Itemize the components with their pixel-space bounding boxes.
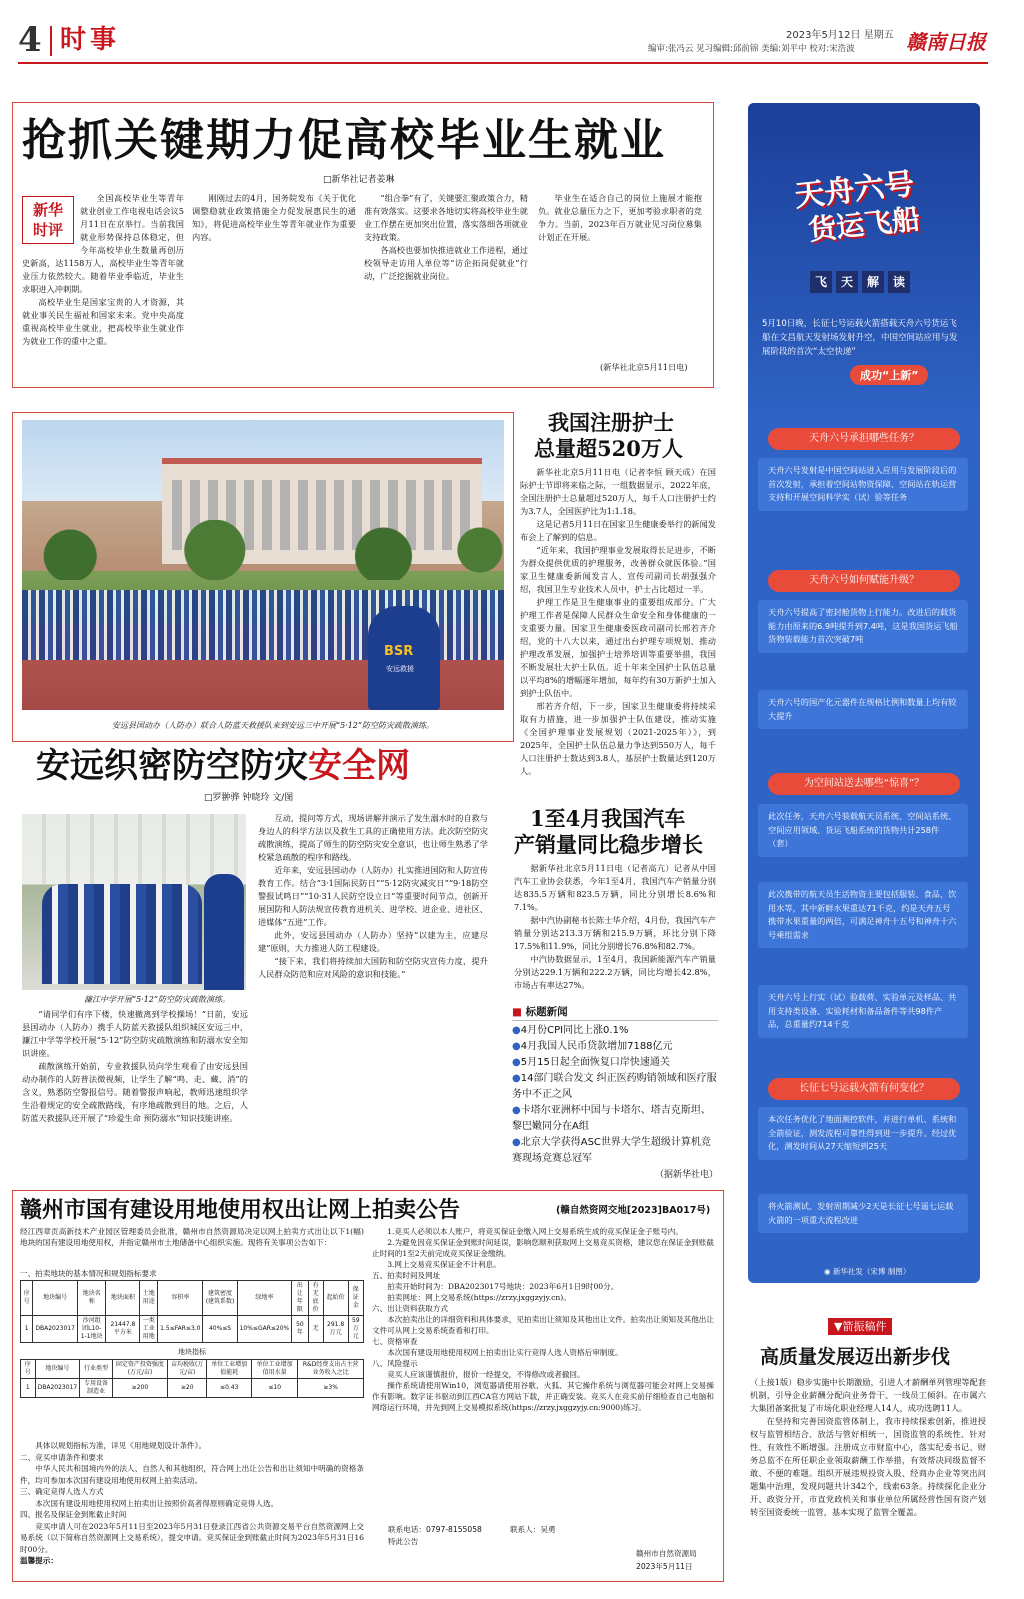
th: 有无底价 [308,1281,323,1316]
q1-title: 天舟六号承担哪些任务？ [768,428,960,450]
th: 地块编号 [35,1360,80,1379]
section-title: 时事 [60,25,121,55]
infographic-title-2: 货运飞船 [806,202,922,247]
td: DBA2023017 [35,1379,80,1398]
q3-answer-3: 天舟六号上行实（试）验载荷、实验单元及样品、共用支持类设备、实验耗材和备品备件等共98件产品，总重量约714千克 [758,985,968,1038]
lead-dateline: (新华社北京5月11日电) [600,362,688,372]
lead-col-4 [538,192,702,352]
headline-item: ●4月我国人民币贷款增加7188亿元 [512,1041,673,1052]
lead-col-3 [364,192,528,372]
headline-item-text: 卡塔尔亚洲杯中国与卡塔尔、塔吉克斯坦、黎巴嫩同分在A组 [512,1105,711,1132]
notice-contact-person: 联系人：吴勇 [510,1525,556,1534]
td: 40%≤S [203,1316,237,1343]
notice-left-para: 温馨提示： [20,1556,58,1565]
headline-item: ●4月份CPI同比上涨0.1% [512,1025,629,1036]
notice-right-para: 六、出让资料获取方式 [372,1304,448,1313]
td: 沙河组团L10-1-1地块 [77,1316,106,1343]
story2-headline [36,744,410,788]
newspaper-logo: 赣南日报 [906,30,986,54]
td: ≥3% [298,1379,364,1398]
infographic-tag-row [810,271,910,293]
story2-photo [22,814,246,990]
continuation-body [750,1376,986,1586]
parcel-table-header [21,1281,364,1316]
continuation-tag: ▼箭振稿件 [828,1318,892,1335]
th: 保证金 [348,1281,363,1316]
q4-answer-2: 将火箭测试、发射周期减少2天是长征七号遥七运载火箭的一项重大流程改进 [758,1194,968,1233]
notice-right-para: 2.为避免因竞买保证金到账时间延误，影响您顺利获取网上交易竞买资格，建议您在保证金到账截止时间的1至2天前完成竞买保证金缴纳。 [372,1238,714,1258]
commentary-badge-line-2: 时评 [32,221,63,239]
story2-para-6: “接下来，我们将持续加大国防和防空防灾宣传力度，提升人民群众防范和应对风险的意识和技能。” [258,956,488,979]
td: 1 [21,1316,33,1343]
infographic-intro-badge: 成功“上新” [850,365,928,385]
story2-byline: □罗翀骅 钟晓玲 文/图 [204,793,294,803]
notice-issuer: 赣州市自然资源局 [636,1549,697,1558]
headlines-marker-icon: ■ [512,1006,522,1018]
headlines-title-text: 标题新闻 [525,1006,568,1018]
notice-left-para: 三、确定竞得人选人方式 [20,1487,104,1496]
headline-item-text: 4月份CPI同比上涨0.1% [520,1025,629,1036]
story2-photo-building [22,814,246,884]
lead-byline: □新华社记者姜琳 [323,175,395,185]
notice-right-para: 操作系统请使用Win10，浏览器请使用谷歌、火狐、其它操作系统与浏览器可能会对网上交易操作有影响。数字证书驱动到江西CA官方网站下载，并正确安装。竞买人在竞买前仔细检查自己电脑和网络运行环境，并先到网上交易模拟系统(https://zrzy.jxggzyjy.cn:9000)练习。 [372,1381,714,1412]
td: 50年 [292,1316,308,1343]
notice-right-para: 拍卖开始时间为：DBA2023017号地块：2023年6月1日9时00分。 [387,1282,619,1291]
th: 序号 [21,1360,36,1379]
parcel-indicator-header [21,1360,364,1379]
nurse-para-4: 护理工作是卫生健康事业的重要组成部分。广大护理工作者是保障人民群众生命安全和身体健康的一支重要力量。国家卫生健康委医政司副司长邢若齐介绍，党的十八大以来，通过出台护理专项规划、推动护理改革发展，加强护士培养培训等重要举措，我国不断发展壮大护士队伍。近十年来全国护士队伍总量以平均8%的增幅逐年增加，每年约有30万新护士加入到护士队伍中。 [520,597,716,698]
tag-char: 飞 [810,271,832,293]
notice-code: (赣自然资网交地[2023]BA017号) [556,1205,711,1216]
lead-col-1 [22,192,184,372]
th: 地块名称 [77,1281,106,1316]
td: 291.8万元 [323,1316,348,1343]
th: 绿地率 [237,1281,292,1316]
rescue-worker-badge-sub: 安远救援 [386,665,414,673]
notice-right-para: 1.竞买人必须以本人账户，将竞买保证金缴入网上交易系统生成的竞买保证金子账号内。 [387,1227,683,1236]
th: 行业类型 [80,1360,113,1379]
notice-right-body [372,1226,714,1522]
table-row [21,1379,364,1398]
lead-para-1: 全国高校毕业生等青年就业创业工作电视电话会议5月11日在京举行。当前我国就业形势保持总体稳定，但今年高校毕业生数量再创历史新高，达1158万人，高校毕业生等青年就业压力依然较大。随着毕业季临近，毕业生求职进入冲刺期。 [22,193,184,294]
commentary-badge-line-1: 新华 [32,201,63,219]
headline-item: ●5月15日起全面恢复口岸快速通关 [512,1057,670,1068]
headline-item-text: 北京大学获得ASC世界大学生超级计算机竞赛现场竞赛总冠军 [512,1137,711,1164]
td: DBA2023017 [33,1316,78,1343]
notice-left-para: 中华人民共和国境内外的法人、自然人和其他组织，符合网上出让公告和出让须知中明确的资格条件，均可参加本次国有建设用地使用权网上拍卖活动。 [20,1464,364,1485]
q2-title: 天舟六号如何赋能升级？ [768,570,960,592]
nurse-para-2: 这是记者5月11日在国家卫生健康委举行的新闻发布会上了解到的信息。 [520,519,716,542]
td: 一类工业用地 [140,1316,158,1343]
q3-answer-1: 此次任务，天舟六号装载航天员系统、空间站系统、空间应用领域、货运飞船系统的货物共计258件（套） [758,804,968,857]
tag-char: 天 [836,271,858,293]
tag-char: 读 [888,271,910,293]
headline-item-text: 4月我国人民币贷款增加7188亿元 [520,1041,673,1052]
notice-right-para: 本次国有建设用地使用权网上拍卖出让实行竞得人选人资格后审制度。 [387,1348,623,1357]
lead-para-2: 高校毕业生是国家宝贵的人才资源，其就业事关民生福祉和国家未来。党中央高度重视高校毕业生就业，把高校毕业生就业作为就业工作的重中之重。 [22,297,184,346]
q1-answer: 天舟六号发射是中国空间站进入应用与发展阶段后的首次发射，承担着空间站物资保障、空间站在轨运营支持和开展空间科学实（试）验等任务 [758,458,968,511]
story2-para-4: 近年来，安远县国动办（人防办）扎实推进国防和人防宣传教育工作。结合“3·1国际民防日”“5·12防灾减灾日”“9·18防空警报试鸣日”“10·31人民防空设立日”等重要时间节点，创新开展国防和人防法规宣传教育进机关、进学校、进企业、进社区、进媒体“五进”工作。 [258,865,488,927]
headlines-source: （据新华社电） [654,1170,718,1180]
th: 出让年限 [292,1281,308,1316]
notice-left-para: 本次国有建设用地使用权网上拍卖出让按照价高者得原则确定竞得人选。 [35,1498,279,1508]
header-editors: 编审:张冯云 见习编辑:邱前锦 美编:刘平中 校对:宋浩波 [648,44,855,54]
nurse-headline-2: 总量超520万人 [534,436,683,461]
q4-title: 长征七号运载火箭有何变化？ [768,1078,960,1100]
td: 1.5≤FAR≤3.0 [158,1316,203,1343]
parcel-indicator-table [20,1359,364,1398]
th: 容积率 [158,1281,203,1316]
parcel-table-2-caption: 地块指标 [178,1348,206,1356]
notice-right-para: 3.网上交易竞买保证金不计利息。 [387,1260,501,1269]
headlines-title [512,1004,718,1021]
shenzhou-infographic [748,103,980,1283]
th: 固定资产投资强度(万元/亩) [112,1360,167,1379]
story2-para-5: 此外，安远县国动办（人防办）坚持“以建为主，应建尽建”原则，大力推进人防工程建设。 [258,930,488,953]
drill-photo-schoolyard [22,420,504,710]
notice-issue-date: 2023年5月11日 [636,1562,693,1571]
td: ≤10 [252,1379,298,1398]
td: ≥20 [168,1379,207,1398]
lead-para-5: 各高校也要加快推进就业工作进程，通过校领导走访用人单位等“访企拓岗促就业”行动，广泛挖掘就业岗位。 [364,245,528,281]
story2-col-right [258,812,488,1172]
continuation-para-1: （上接1版）稳步实施中长期激励，引进人才薪酬单列管理等配套机制，引导企业薪酬分配向业务骨干、一线员工倾斜。在市属六大集团备案批复了市场化职业经理人14人，成功选聘11人。 [750,1377,986,1413]
th: 单位工业增加值能耗 [207,1360,252,1379]
infographic-title-1: 天舟六号 [792,166,916,215]
lead-headline: 抢抓关键期力促高校毕业生就业 [22,115,666,166]
continuation-para-2: 在坚持和完善国资监管体制上，我市持续探索创新，推进授权与监管相结合、放活与管好相统一，国资监管的系统性、针对性、有效性不断增强。注册成立市财监中心，落实纪委书记、财务总监不在所任职企业领取薪酬工作举措，有效帮决同级监督不敢、不便的难题。组织开展违规投资入股、经商办企业等突出问题集中治理，发现问题共计342个，线索63条。持续探化企业分开、政资分开，市直党政机关和事业单位所属经营性国有资产划转至国资委统一监管，基本实现了监管全覆盖。 [750,1416,986,1517]
xinhua-logo-icon: ◉ [824,1267,831,1276]
td: 无 [308,1316,323,1343]
notice-right-para: 五、拍卖时间及网址 [372,1271,441,1280]
tag-char: 解 [862,271,884,293]
nurse-body [520,466,716,788]
story2-headline-part-2: 安全网 [308,746,410,786]
td: ≤0.43 [207,1379,252,1398]
th: 单位工业增加值用水量 [252,1360,298,1379]
notice-left-para: 具体以规划指标为准，详见《用地规划设计条件》。 [35,1441,207,1450]
lead-col-2 [192,192,356,372]
notice-title: 赣州市国有建设用地使用权出让网上拍卖公告 [20,1197,461,1223]
auto-headline-1: 1至4月我国汽车 [530,806,686,831]
nurse-para-1: 新华社北京5月11日电（记者李恒 顾天成）在国际护士节即将来临之际，一组数据显示，2022年底，全国注册护士总量超过520万人，每千人口注册护士约为3.7人，全国医护比为1:1.18。 [520,467,716,516]
notice-left-para: 二、竞买申请条件和要求 [20,1452,104,1462]
auto-para-1: 据新华社北京5月11日电（记者高亢）记者从中国汽车工业协会获悉，今年1至4月，我国汽车产销量分别达835.5万辆和823.5万辆，同比分别增长8.6%和7.1%。 [514,863,716,912]
td: 1 [21,1379,36,1398]
headline-item-text: 14部门联合发文 纠正医药购销领域和医疗服务中不正之风 [512,1073,717,1100]
story2-para-1: “请同学们有序下楼，快速撤离到学校操场！”日前，安远县国动办（人防办）携手人防蓝天救援队组织城区安远三中、濂江中学等学校开展“5·12”防空防灾疏散演练和防溺水安全知识讲座。 [22,1009,248,1058]
story2-photo-caption: 濂江中学开展“5·12”防空防灾疏散演练。 [84,995,230,1004]
headline-item: ●卡塔尔亚洲杯中国与卡塔尔、塔吉克斯坦、黎巴嫩同分在A组 [512,1105,711,1132]
nurse-headline-1: 我国注册护士 [548,410,674,435]
th: 起始价 [323,1281,348,1316]
q2-answer-2: 天舟六号的国产化元器件在规格比例和数量上均有较大提升 [758,690,968,729]
th: 亩均税收(万元/亩) [168,1360,207,1379]
rescue-worker-badge: BSR [384,644,414,659]
td: 21447.8平方米 [106,1316,140,1343]
auto-body [514,862,716,992]
td: 59万元 [348,1316,363,1343]
infographic-credit [824,1266,910,1277]
notice-contact-phone: 联系电话：0797-8155058 [388,1525,482,1534]
notice-sec1: 一、拍卖地块的基本情况和规划指标要求 [20,1269,157,1278]
table-row [21,1316,364,1343]
infographic-credit-text: 新华社发（宋博 制图） [832,1267,911,1276]
notice-intro: 经江西章贡高新技术产业园区管理委员会批准，赣州市自然资源局决定以网上拍卖方式出让以下1(幅)地块的国有建设用地使用权，并指定赣州市土地储备中心组织实施。现将有关事项公告如下： [20,1227,364,1247]
notice-left-body [20,1440,364,1574]
trees [22,520,504,580]
auto-para-2: 据中汽协副秘书长陈士华介绍，4月份，我国汽车产销量分别达213.3万辆和215.9万辆，环比分别下降17.5%和11.9%，同比分别增长76.8%和82.7%。 [514,915,716,951]
lead-para-4: “组合拳”有了，关键要汇聚政策合力，精准有效落实。这要求各地切实将高校毕业生就业工作摆在更加突出位置，落实落细各项就业支持政策。 [364,193,528,242]
header-rule [18,62,988,64]
lead-para-3: 刚刚过去的4月，国务院发布《关于优化调整稳就业政策措施全力促发展惠民生的通知》，将促进高校毕业生等青年就业作为重要内容。 [192,193,356,242]
notice-right-para: 七、资格审查 [372,1337,418,1346]
notice-table-1 [20,1280,364,1398]
th: R&D经费支出占主营业务收入之比 [298,1360,364,1379]
auto-headline-2: 产销量同比稳步增长 [514,832,703,857]
notice-left-para: 竞买申请人可在2023年5月11日至2023年5月31日登录江西省公共资源交易平台自然资源网上交易系统（以下简称自然资源网上交易系统），提交申请。竞买保证金到账截止时间为2023年5月31日16时00分。 [20,1521,364,1554]
infographic-intro: 5月10日晚，长征七号运载火箭搭载天舟六号货运飞船在文昌航天发射场发射升空，中国空间站应用与发展阶段的首次“太空快递” [762,319,958,357]
nurse-para-3: “近年来，我国护理事业发展取得长足进步，不断为群众提供优质的护理服务，改善群众就医体验。”国家卫生健康委新闻发言人、宣传司副司长胡强强介绍，我国卫生专业技术人员中，护士占比超过一半。 [520,545,716,594]
th: 土地用途 [140,1281,158,1316]
drill-photo-caption: 安远县国动办（人防办）联合人防蓝天救援队来到安远三中开展“5·12”防空防灾疏散演练。 [112,721,434,730]
headlines-box [512,1004,718,1184]
q4-answer-1: 本次任务优化了地面测控软件，并进行单机、系统和全箭验证，测发流程可靠性得到进一步提升。经过优化，测发时间从27天缩短到25天 [758,1107,968,1160]
notice-left-para: 四、报名及保证金到账截止时间 [20,1510,127,1519]
lead-para-6: 毕业生在适合自己的岗位上施展才能抱负。就业总量压力之下，更加考验求职者的竞争力。当前，2023年百万就业见习岗位募集计划正在开展。 [538,193,702,242]
q3-answer-2: 此次携带的航天员生活物资主要包括服装、食品、饮用水等，其中新鲜水果重达71千克，约是天舟五号携带水果重量的两倍，可满足神舟十五号和神舟十六号乘组需求 [758,882,968,948]
parcel-table [20,1280,364,1343]
td: ≥200 [112,1379,167,1398]
q3-title: 为空间站送去哪些“惊喜”？ [768,773,960,795]
story2-col-left [22,1008,248,1172]
header-date: 2023年5月12日 星期五 [786,30,894,41]
notice-right-para: 本次拍卖出让的详细资料和具体要求，见拍卖出让须知及其他出让文件。拍卖出让须知及其他出让文件可从网上交易系统查看和打印。 [372,1315,714,1335]
td: 10%≤GAR≤20% [237,1316,292,1343]
auto-para-3: 中汽协数据显示，1至4月，我国新能源汽车产销量分别达229.1万辆和222.2万辆，同比均增长42.8%，市场占有率达27%。 [514,954,716,990]
th: 地块面积 [106,1281,140,1316]
header-divider-mark [50,26,52,56]
td: 专用设备制造业 [80,1379,113,1398]
continuation-headline: 高质量发展迈出新步伐 [760,1346,951,1368]
notice-right-para: 八、风险提示 [372,1359,418,1368]
th: 地块编号 [33,1281,78,1316]
headline-item: ●14部门联合发文 纠正医药购销领域和医疗服务中不正之风 [512,1073,717,1100]
story2-para-2: 疏散演练开始前，专业救援队员向学生观看了由安远县国动办制作的人防普法微视频，让学生了解“鸣、走、藏、消”的含义，熟悉防空警报信号。随着警报声响起，教师迅速组织学生沿着规定的安全疏散路线，有序地疏散到目的地。之后，人防蓝天救援队还开展了“珍爱生命 预防溺水”知识技能讲座。 [22,1061,248,1123]
story2-photo-officer [204,874,244,990]
story2-para-3: 互动，提问等方式，现场讲解并演示了发生溺水时的自救与身边人的科学方法以及救生工具的正确使用方法。此次防空防灾疏散演练，提高了师生的防空防灾安全意识，也让师生熟悉了学校紧急疏散的程序和路线。 [258,813,488,862]
th: 序号 [21,1281,33,1316]
notice-closing: 特此公告 [388,1537,419,1546]
headline-item: ●北京大学获得ASC世界大学生超级计算机竞赛现场竞赛总冠军 [512,1137,711,1164]
headline-item-text: 5月15日起全面恢复口岸快速通关 [520,1057,670,1068]
notice-right-para: 竞买人应该谨慎报价，报价一经提交，不得修改或者撤回。 [387,1370,585,1379]
page-number: 4 [18,20,42,60]
q2-answer-1: 天舟六号提高了密封舱货物上行能力。改进后的载货能力由原来的6.9吨提升到7.4吨，这是我国货运飞船货物装载能力首次突破7吨 [758,600,968,653]
nurse-para-5: 邢若齐介绍，下一步，国家卫生健康委将持续采取有力措施，进一步加强护士队伍建设，推动实施《全国护理事业发展规划（2021-2025年）》，到2025年，全国护士队伍总量力争达到550万人，每千人口注册护士数达到3.8人，基层护士数量达到120万人。 [520,701,716,776]
story2-headline-part-1: 安远织密防空防灾 [36,746,308,786]
story2-photo-students [42,884,202,984]
notice-right-para: 拍卖网址：网上交易系统(https://zrzy.jxggzyjy.cn)。 [387,1293,571,1302]
th: 建筑密度(建筑系数) [203,1281,237,1316]
